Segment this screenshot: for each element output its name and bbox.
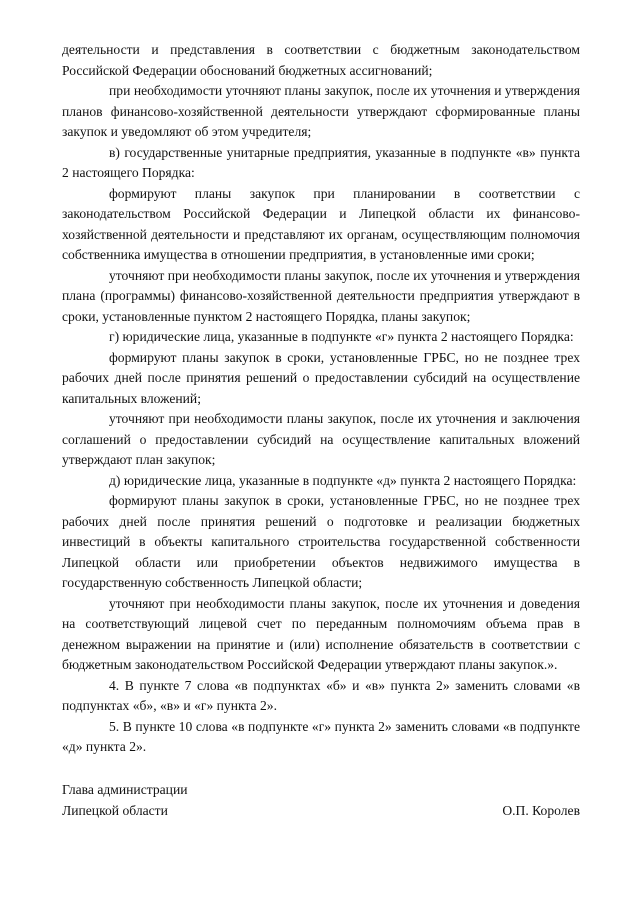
paragraph: уточняют при необходимости планы закупок, после их уточнения и утверждения плана (программы) финансово-хозяйственной деятельности предприятия утверждают в сроки, установленные пунктом 2 настоящего Порядка, планы закупок; [62,267,580,324]
paragraph: уточняют при необходимости планы закупок, после их уточнения и заключения соглашений о предоставлении субсидий на осуществление капитальных вложений утверждают план закупок; [62,411,580,467]
signatory-position: Глава администрации [62,782,188,797]
paragraph: г) юридические лица, указанные в подпункте «г» пункта 2 настоящего Порядка: [109,329,574,344]
document-body [62,40,580,758]
paragraph: 5. В пункте 10 слова «в подпункте «г» пункта 2» заменить словами «в подпункте «д» пункта 2». [62,718,580,754]
signatory-region: Липецкой области [62,802,168,818]
paragraph: 4. В пункте 7 слова «в подпунктах «б» и «в» пункта 2» заменить словами «в подпунктах «б», «в» и «г» пункта 2». [62,677,580,713]
paragraph: формируют планы закупок в сроки, установленные ГРБС, но не позднее трех рабочих дней после принятия решений о предоставлении субсидий на осуществление капитальных вложений; [62,349,580,406]
paragraph: в) государственные унитарные предприятия, указанные в подпункте «в» пункта 2 настоящего Порядка: [62,144,580,180]
signatory-name: О.П. Королев [502,802,580,818]
paragraph: формируют планы закупок в сроки, установленные ГРБС, но не позднее трех рабочих дней после принятия решений о подготовке и реализации бюджетных инвестиций в объекты капитального строительства государственной собственности Липецкой области или приобретении объектов недвижимого имущества в государственную собственность Липецкой области; [62,493,580,590]
paragraph: д) юридические лица, указанные в подпункте «д» пункта 2 настоящего Порядка: [109,472,577,488]
paragraph: деятельности и представления в соответствии с бюджетным законодательством Российской Федерации обоснований бюджетных ассигнований; [62,42,580,78]
paragraph: при необходимости уточняют планы закупок, после их уточнения и утверждения планов финансово-хозяйственной деятельности утверждают сформированные планы закупок и уведомляют об этом учредителя; [62,83,580,139]
paragraph: формируют планы закупок при планировании в соответствии с законодательством Российской Федерации и Липецкой области их финансово-хозяйственной деятельности и представляют их органам, осуществляющим полномочия собственника имущества в отношении предприятия, в установленные ими сроки; [62,185,580,262]
signature-block [62,780,580,821]
paragraph: уточняют при необходимости планы закупок, после их уточнения и доведения на соответствующий лицевой счет по переданным полномочиям объема прав в денежном выражении на принятие и (или) исполнение обязательств в соответствии с бюджетным законодательством Российской Федерации утверждают планы закупок.». [62,595,580,672]
